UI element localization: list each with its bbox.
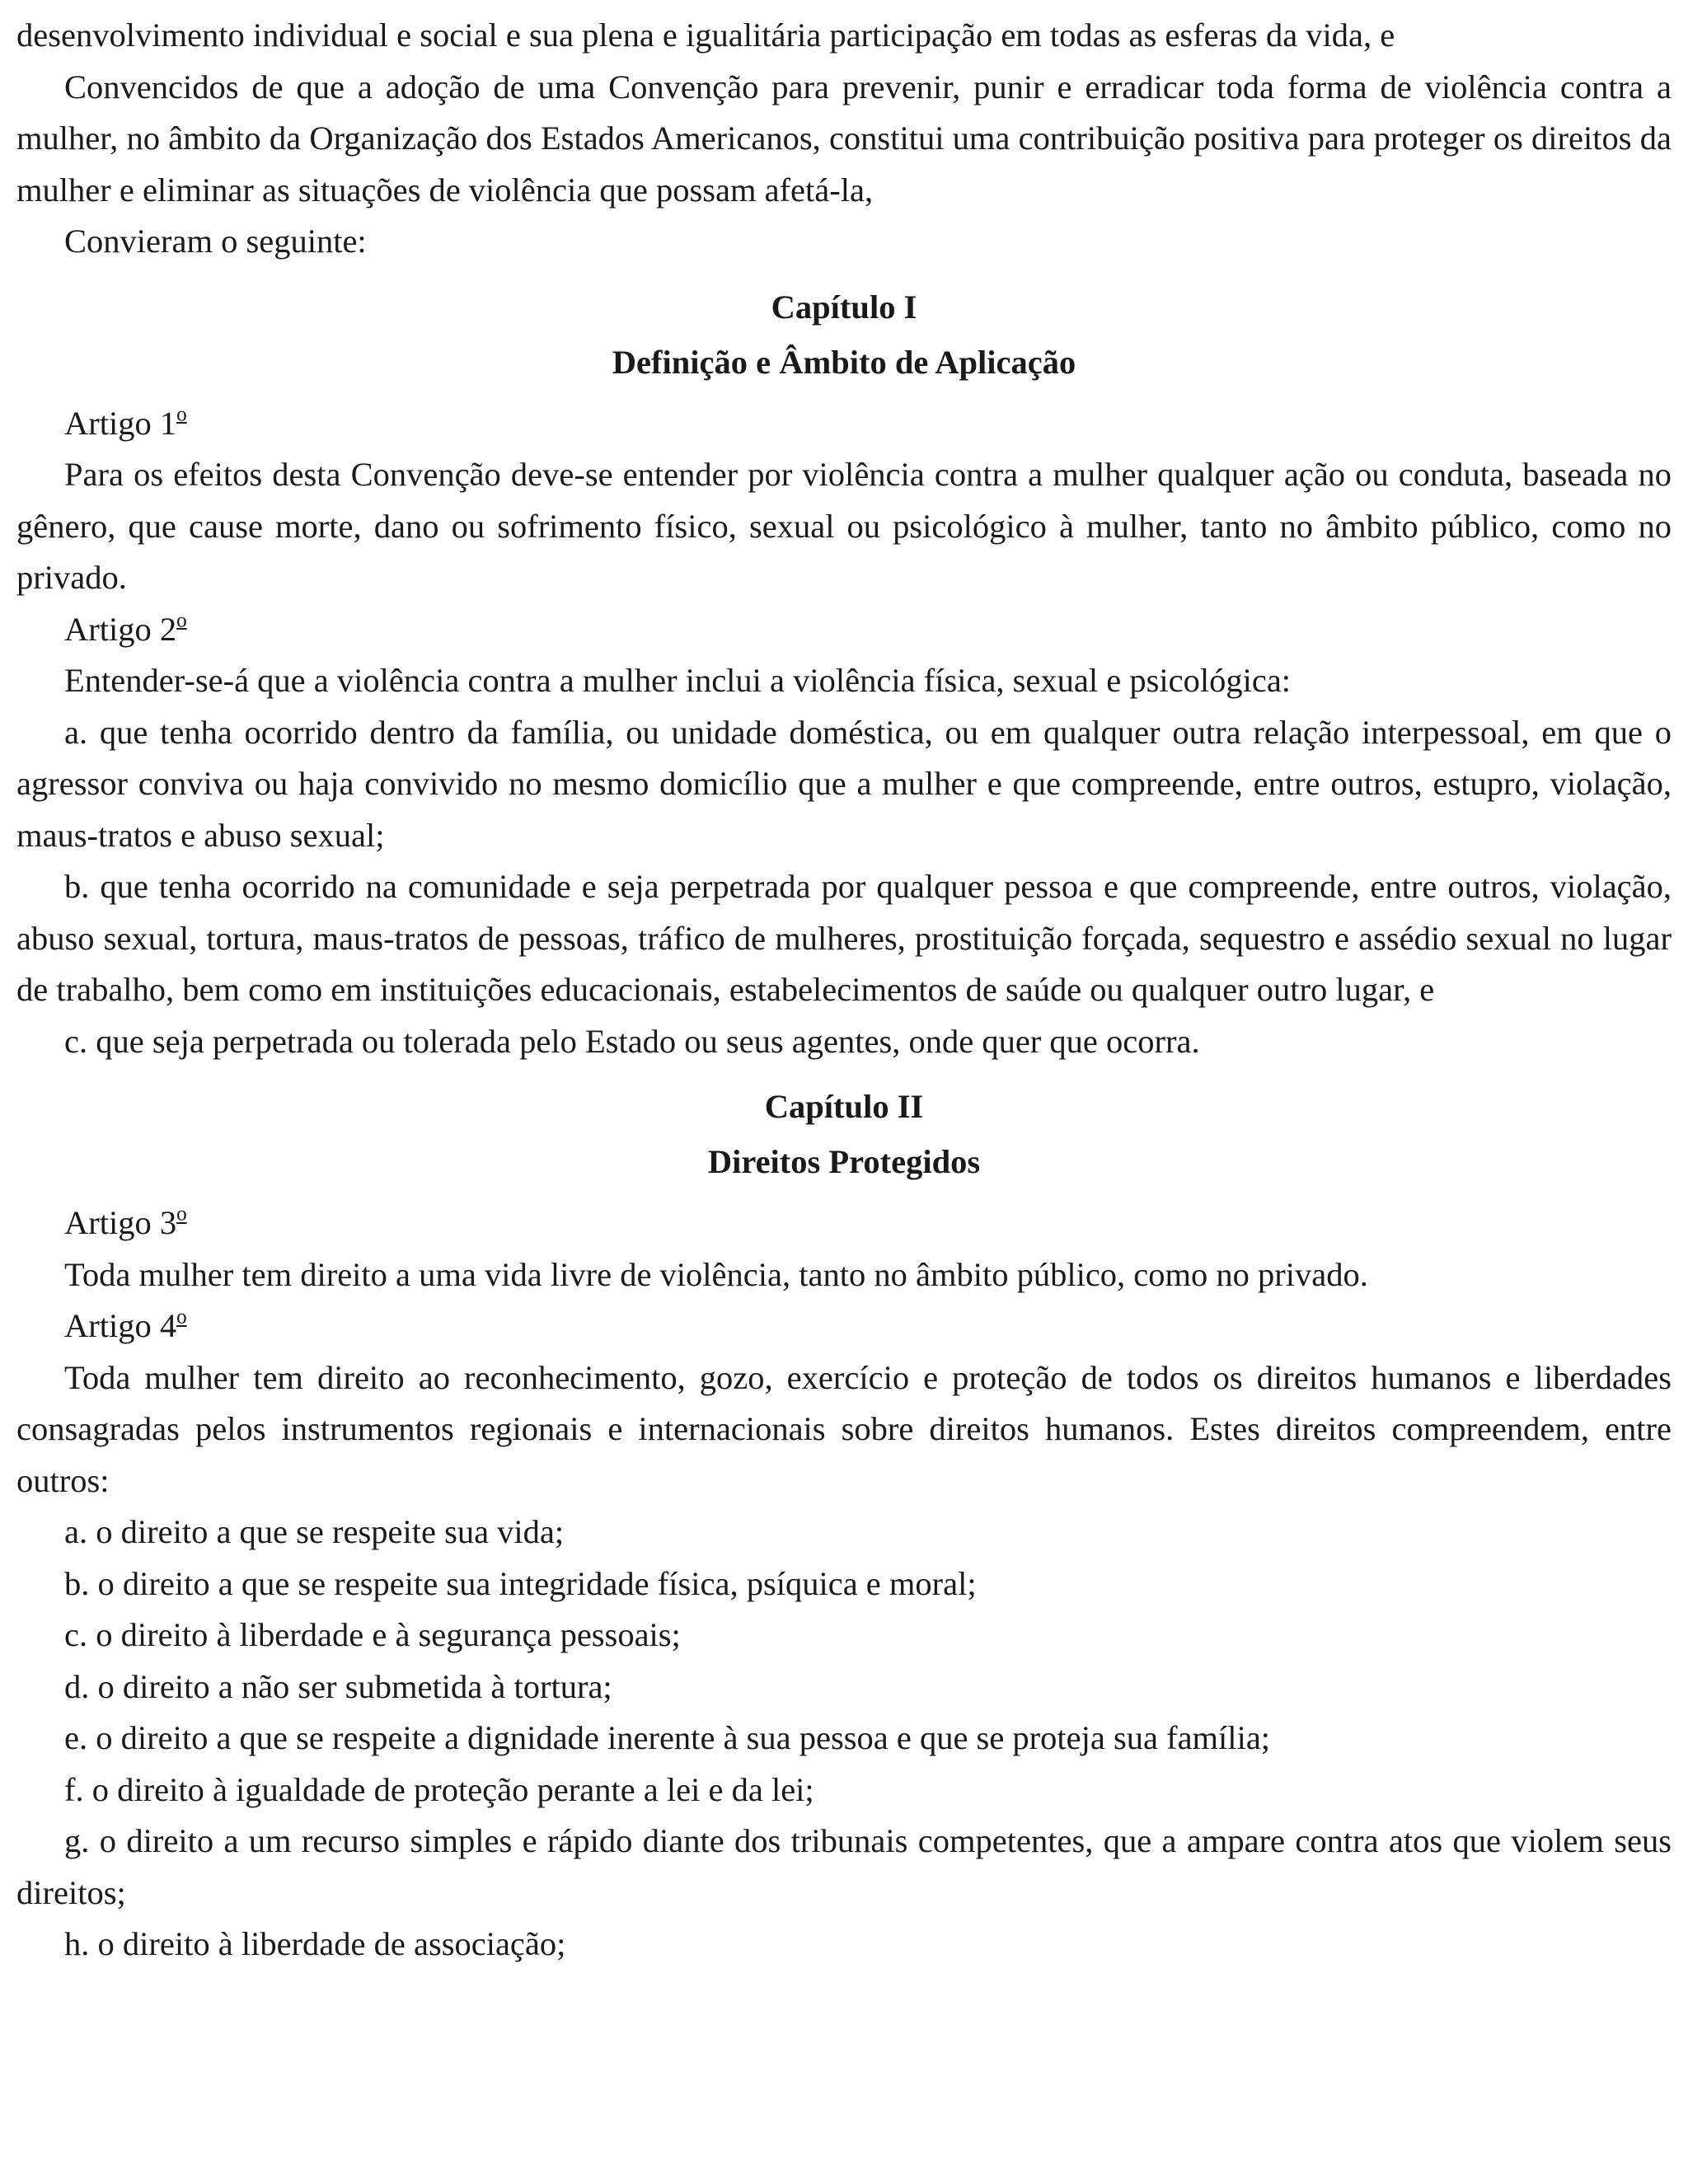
chapter-heading — [16, 1079, 1672, 1189]
ordinal-mark: o — [176, 609, 187, 632]
list-item: g. o direito a um recurso simples e rápido diante dos tribunais competentes, que a ampare contra atos que violem seus direitos; — [16, 1822, 1672, 1911]
article-label — [16, 604, 1672, 656]
article-number: Artigo 3 — [64, 1204, 177, 1241]
article-label — [16, 1197, 1672, 1249]
chapter-heading — [16, 279, 1672, 390]
list-item: d. o direito a não ser submetida à tortura; — [64, 1667, 612, 1705]
article-text: Entender-se-á que a violência contra a mulher inclui a violência física, sexual e psicológica: — [64, 662, 1292, 699]
ordinal-mark: o — [176, 1305, 187, 1329]
article-label — [16, 398, 1672, 450]
article-text: Para os efeitos desta Convenção deve-se entender por violência contra a mulher qualquer ação ou conduta, baseada no gênero, que cause morte, dano ou sofrimento físico, sexual ou psicológico à mulher, tanto no âmbito público, como no privado. — [16, 456, 1672, 596]
preamble-paragraph: Convencidos de que a adoção de uma Convenção para prevenir, punir e erradicar toda forma de violência contra a mulher, no âmbito da Organização dos Estados Americanos, constitui uma contribuição positiva para proteger os direitos da mulher e eliminar as situações de violência que possam afetá-la, — [16, 68, 1672, 209]
list-item: b. que tenha ocorrido na comunidade e seja perpetrada por qualquer pessoa e que compreende, entre outros, violação, abuso sexual, tortura, maus-tratos de pessoas, tráfico de mulheres, prostituição forçada, sequestro e assédio sexual no lugar de trabalho, bem como em instituições educacionais, estabelecimentos de saúde ou qualquer outro lugar, e — [16, 868, 1672, 1008]
preamble-paragraph: Convieram o seguinte: — [64, 223, 367, 260]
chapter-title: Capítulo I — [771, 288, 917, 326]
list-item: c. que seja perpetrada ou tolerada pelo Estado ou seus agentes, onde quer que ocorra. — [64, 1022, 1200, 1060]
ordinal-mark: o — [176, 1202, 187, 1226]
article-number: Artigo 1 — [64, 404, 177, 442]
list-item: c. o direito à liberdade e à segurança pessoais; — [64, 1616, 681, 1653]
article-text: Toda mulher tem direito ao reconhecimento, gozo, exercício e proteção de todos os direitos humanos e liberdades consagradas pelos instrumentos regionais e internacionais sobre direitos humanos. Estes direitos compreendem, entre outros: — [16, 1358, 1672, 1499]
article-text: Toda mulher tem direito a uma vida livre de violência, tanto no âmbito público, como no privado. — [64, 1255, 1368, 1293]
preamble-paragraph: desenvolvimento individual e social e sua plena e igualitária participação em todas as esferas da vida, e — [16, 16, 1395, 54]
list-item: a. o direito a que se respeite sua vida; — [64, 1513, 565, 1550]
document-page — [16, 10, 1672, 1971]
article-label — [16, 1301, 1672, 1352]
list-item: b. o direito a que se respeite sua integridade física, psíquica e moral; — [64, 1564, 977, 1602]
chapter-subtitle: Direitos Protegidos — [707, 1143, 981, 1180]
ordinal-mark: o — [176, 403, 187, 426]
list-item: h. o direito à liberdade de associação; — [64, 1925, 566, 1962]
chapter-title: Capítulo II — [764, 1088, 924, 1125]
article-number: Artigo 4 — [64, 1307, 177, 1344]
list-item: e. o direito a que se respeite a dignidade inerente à sua pessoa e que se proteja sua família; — [64, 1719, 1271, 1756]
chapter-subtitle: Definição e Âmbito de Aplicação — [612, 343, 1076, 381]
article-number: Artigo 2 — [64, 610, 177, 648]
list-item: a. que tenha ocorrido dentro da família, ou unidade doméstica, ou em qualquer outra relação interpessoal, em que o agressor conviva ou haja convivido no mesmo domicílio que a mulher e que compreende, entre outros, estupro, violação, maus-tratos e abuso sexual; — [16, 713, 1672, 854]
list-item: f. o direito à igualdade de proteção perante a lei e da lei; — [64, 1770, 814, 1808]
